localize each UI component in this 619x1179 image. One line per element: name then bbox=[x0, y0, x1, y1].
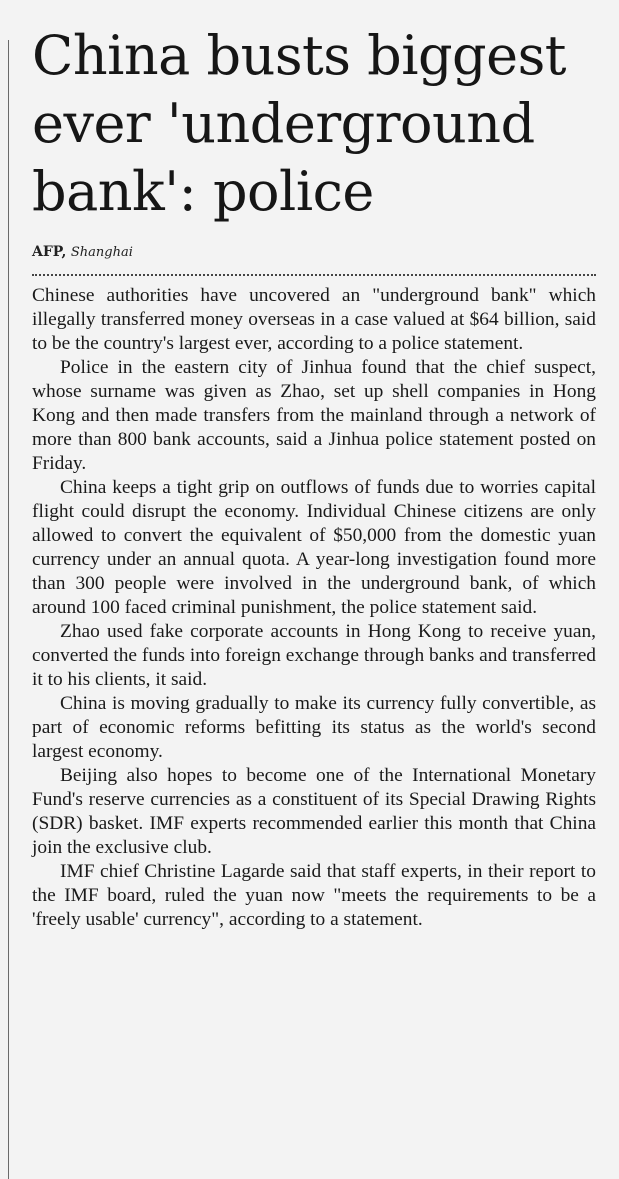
paragraph-3: China keeps a tight grip on outflows of funds due to worries capital flight could disrupt the economy. Individual Chinese citizens are only allowed to convert the equivalent of $50,000 from the domestic yuan currency under an annual quota. A year-long investigation found more than 300 people were involved in the underground bank, of which around 100 faced criminal punishment, the police statement said. bbox=[32, 477, 596, 618]
byline-location: Shanghai bbox=[70, 245, 133, 260]
dotted-divider bbox=[32, 274, 596, 276]
headline bbox=[32, 22, 596, 226]
paragraph-6: Beijing also hopes to become one of the International Monetary Fund's reserve currencies as a constituent of its Special Drawing Rights (SDR) basket. IMF experts recommended earlier this month that China join the exclusive club. bbox=[32, 765, 596, 858]
article-body bbox=[32, 284, 596, 932]
byline-agency: AFP, bbox=[32, 244, 67, 260]
paragraph-2: Police in the eastern city of Jinhua found that the chief suspect, whose surname was given as Zhao, set up shell companies in Hong Kong and then made transfers from the mainland through a network of more than 800 bank accounts, said a Jinhua police statement posted on Friday. bbox=[32, 357, 596, 474]
byline bbox=[32, 244, 596, 260]
headline-line-2: ever 'underground bbox=[32, 92, 535, 155]
paragraph-4: Zhao used fake corporate accounts in Hong Kong to receive yuan, converted the funds into foreign exchange through banks and transferred it to his clients, it said. bbox=[32, 621, 596, 690]
column-rule bbox=[8, 40, 9, 1179]
headline-line-1: China busts biggest bbox=[32, 24, 566, 87]
paragraph-7: IMF chief Christine Lagarde said that staff experts, in their report to the IMF board, ruled the yuan now "meets the requirements to be a 'freely usable' currency", according to a statement. bbox=[32, 861, 596, 930]
paragraph-5: China is moving gradually to make its currency fully convertible, as part of economic reforms befitting its status as the world's second largest economy. bbox=[32, 693, 596, 762]
paragraph-1: Chinese authorities have uncovered an "underground bank" which illegally transferred money overseas in a case valued at $64 billion, said to be the country's largest ever, according to a police statement. bbox=[32, 285, 596, 354]
news-article bbox=[32, 22, 596, 932]
headline-line-3: bank': police bbox=[32, 160, 374, 223]
